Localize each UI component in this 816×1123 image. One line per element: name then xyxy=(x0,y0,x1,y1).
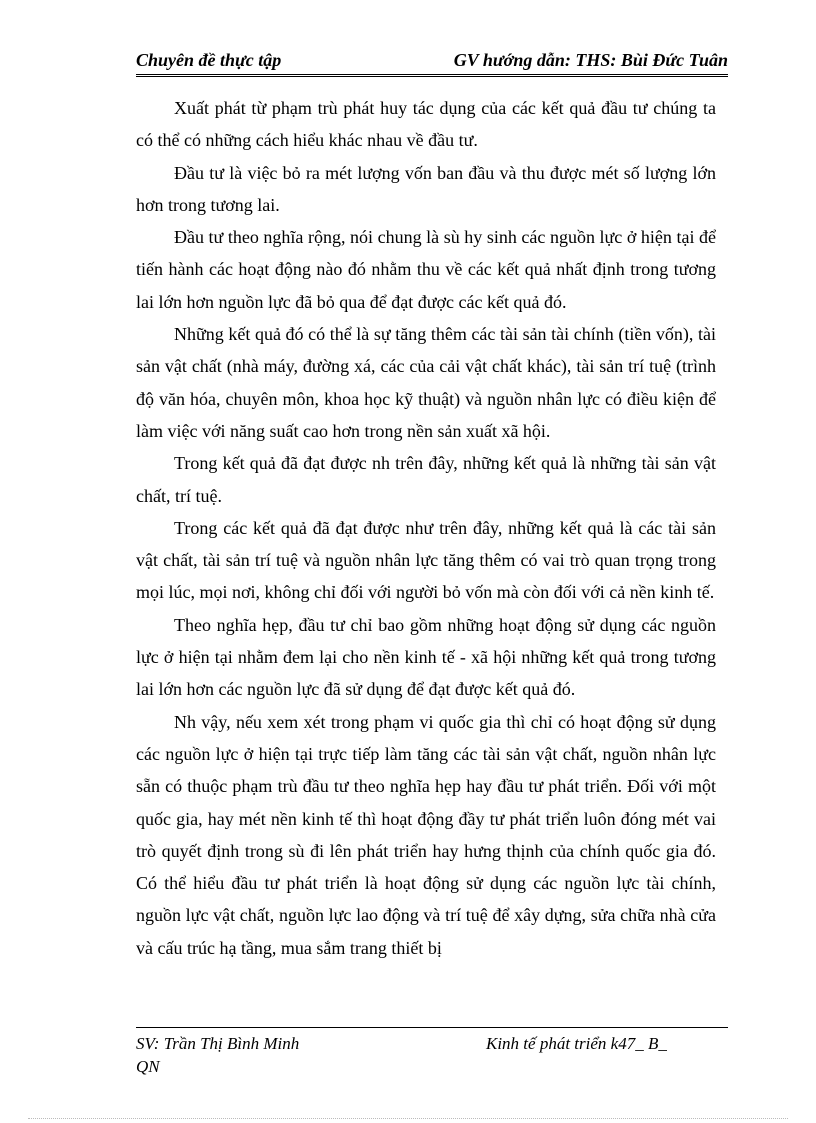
header-instructor: GV hướng dẫn: THS: Bùi Đức Tuân xyxy=(453,50,728,70)
document-body xyxy=(136,92,716,964)
paragraph-5: Trong kết quả đã đạt được nh trên đây, những kết quả là những tài sản vật chất, trí tuệ. xyxy=(136,453,716,506)
footer-student: SV: Trần Thị Bình Minh xyxy=(136,1034,300,1053)
footer-class: Kinh tế phát triển k47_ B_ xyxy=(486,1034,667,1053)
header-document-title: Chuyên đề thực tập xyxy=(136,50,282,70)
paragraph-1: Xuất phát từ phạm trù phát huy tác dụng của các kết quả đầu tư chúng ta có thể có những cách hiểu khác nhau về đầu tư. xyxy=(136,98,716,151)
page-header xyxy=(136,46,728,77)
footer-class-continuation: QN xyxy=(136,1057,160,1076)
paragraph-2: Đầu tư là việc bỏ ra mét lượng vốn ban đầu và thu được mét số lượng lớn hơn trong tương lai. xyxy=(136,162,716,215)
page-footer xyxy=(136,1027,728,1078)
paragraph-7: Theo nghĩa hẹp, đầu tư chỉ bao gồm những hoạt động sử dụng các nguồn lực ở hiện tại nhằm đem lại cho nền kinh tế - xã hội những kết quả trong tương lai lớn hơn các nguồn lực đã sử dụng để đạt được kết quả đó. xyxy=(136,614,716,700)
paragraph-6: Trong các kết quả đã đạt được như trên đây, những kết quả là các tài sản vật chất, tài sản trí tuệ và nguồn nhân lực tăng thêm có vai trò quan trọng trong mọi lúc, mọi nơi, không chỉ đối với người bỏ vốn mà còn đối với cả nền kinh tế. xyxy=(136,517,716,603)
paragraph-8: Nh vậy, nếu xem xét trong phạm vi quốc gia thì chỉ có hoạt động sử dụng các nguồn lực ở hiện tại trực tiếp làm tăng các tài sản vật chất, nguồn nhân lực sẵn có thuộc phạm trù đầu tư theo nghĩa hẹp hay đầu tư phát triển. Đối với một quốc gia, hay mét nền kinh tế thì hoạt động đầy tư phát triển luôn đóng mét vai trò quyết định trong sù đi lên phát triển hay hưng thịnh của chính quốc gia đó. Có thể hiểu đầu tư phát triển là hoạt động sử dụng các nguồn lực tài chính, nguồn lực vật chất, nguồn lực lao động và trí tuệ để xây dựng, sửa chữa nhà cửa và cấu trúc hạ tầng, mua sắm trang thiết bị xyxy=(136,711,716,958)
paragraph-3: Đầu tư theo nghĩa rộng, nói chung là sù hy sinh các nguồn lực ở hiện tại để tiến hành các hoạt động nào đó nhằm thu về các kết quả nhất định trong tương lai lớn hơn nguồn lực đã bỏ qua để đạt được các kết quả đó. xyxy=(136,227,716,312)
footer-row xyxy=(136,1034,728,1056)
page-bottom-divider xyxy=(28,1118,788,1119)
paragraph-4: Những kết quả đó có thể là sự tăng thêm các tài sản tài chính (tiền vốn), tài sản vật chất (nhà máy, đường xá, các của cải vật chất khác), tài sản trí tuệ (trình độ văn hóa, chuyên môn, khoa học kỹ thuật) và nguồn nhân lực có điều kiện để làm việc với năng suất cao hơn trong nền sản xuất xã hội. xyxy=(136,324,716,441)
